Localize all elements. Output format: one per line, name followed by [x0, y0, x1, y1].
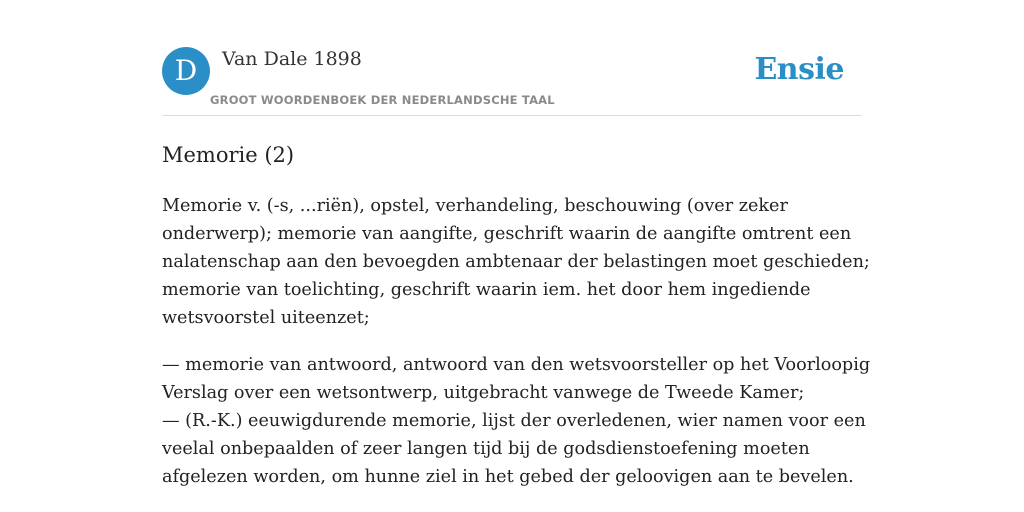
dictionary-name[interactable]: Van Dale 1898: [222, 48, 362, 70]
definition-paragraph: [162, 351, 871, 491]
entry-definition: [162, 192, 871, 510]
definition-line: nalatenschap aan den bevoegden ambtenaar der belastingen moet geschieden;: [162, 252, 870, 272]
ensie-logo[interactable]: Ensie: [754, 52, 844, 87]
definition-line: Verslag over een wetsontwerp, uitgebracht vanwege de Tweede Kamer;: [162, 383, 805, 403]
dictionary-logo[interactable]: D: [162, 47, 210, 95]
definition-line: Memorie v. (-s, ...riën), opstel, verhandeling, beschouwing (over zeker: [162, 196, 788, 216]
definition-line: onderwerp); memorie van aangifte, geschrift waarin de aangifte omtrent een: [162, 224, 852, 244]
definition-line: — (R.-K.) eeuwigdurende memorie, lijst der overledenen, wier namen voor een: [162, 411, 866, 431]
definition-line: memorie van toelichting, geschrift waarin iem. het door hem ingediende: [162, 280, 811, 300]
definition-line: — memorie van antwoord, antwoord van den wetsvoorsteller op het Voorloopig: [162, 355, 871, 375]
definition-line: afgelezen worden, om hunne ziel in het gebed der geloovigen aan te bevelen.: [162, 467, 854, 487]
definition-paragraph: [162, 192, 870, 332]
dictionary-subtitle: GROOT WOORDENBOEK DER NEDERLANDSCHE TAAL: [210, 93, 555, 107]
definition-line: veelal onbepaalden of zeer langen tijd bij de godsdienstoefening moeten: [162, 439, 810, 459]
entry-title: Memorie (2): [162, 143, 295, 167]
definition-line: wetsvoorstel uiteenzet;: [162, 308, 370, 328]
page-header: [162, 44, 862, 116]
